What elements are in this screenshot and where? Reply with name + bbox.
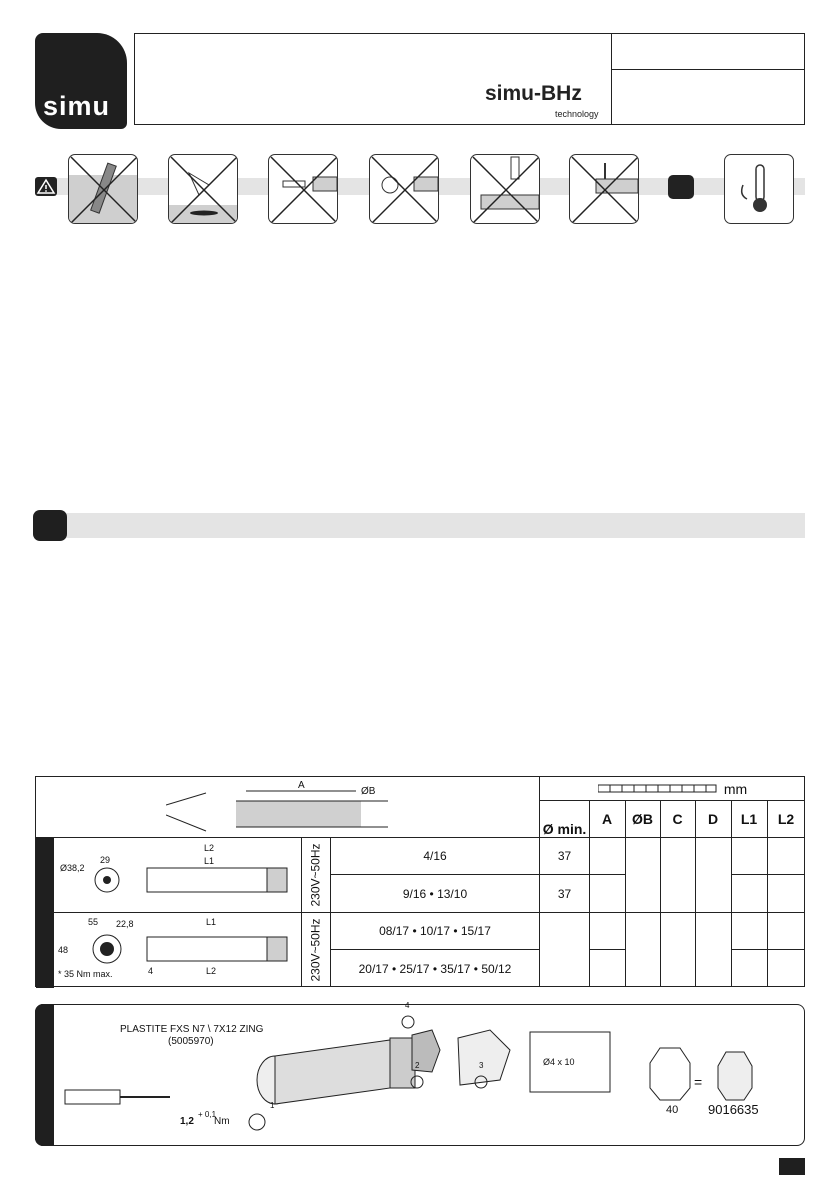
motor-drawing-1 (52, 837, 302, 913)
warning-icon (35, 177, 57, 196)
dim-b-label: ØB (361, 786, 376, 797)
step-4: 4 (405, 1001, 410, 1010)
rivet-size: Ø4 x 10 (543, 1057, 575, 1067)
d4-label: 4 (148, 966, 154, 976)
bhz-name: simu-BHz (485, 82, 582, 105)
no-screw-icon (569, 154, 639, 224)
d29-label: 29 (100, 855, 111, 865)
no-hammer-icon (268, 154, 338, 224)
torque-value: 1,2 (180, 1116, 194, 1127)
voltage-cell-2: 230V~50Hz (301, 912, 331, 987)
d228-label: 22,8 (116, 919, 134, 929)
section-marker (668, 175, 694, 199)
logo-text: simu (43, 91, 111, 121)
row-2-models: 9/16 • 13/10 (330, 874, 540, 913)
tube-diagram (166, 779, 526, 837)
no-drop-icon (168, 154, 238, 224)
row-3-models: 08/17 • 10/17 • 15/17 (330, 912, 540, 950)
torque-unit: Nm (214, 1116, 230, 1127)
step-1: 1 (270, 1101, 275, 1110)
col-C: C (660, 800, 696, 838)
row-1-models: 4/16 (330, 837, 540, 875)
no-drill-icon (470, 154, 540, 224)
col-B: ØB (625, 800, 661, 838)
col-L1: L1 (731, 800, 768, 838)
d382-label: Ø38,2 (60, 863, 85, 873)
screw-ref: (5005970) (168, 1036, 214, 1047)
col-A: A (589, 800, 626, 838)
d48-label: 48 (58, 945, 69, 955)
equals-sign: = (694, 1074, 703, 1090)
section-band (35, 513, 805, 538)
torque-note: * 35 Nm max. (58, 969, 113, 979)
motor-spec-table (35, 776, 805, 987)
col-L2: L2 (767, 800, 805, 838)
l1-label-1: L1 (204, 856, 215, 866)
d55-label: 55 (88, 917, 99, 927)
screw-name: PLASTITE FXS N7 \ 7X12 ZING (120, 1024, 264, 1035)
torque-tolerance: + 0,1 (198, 1110, 217, 1119)
step-2: 2 (415, 1061, 420, 1070)
adapter-ref: 9016635 (708, 1102, 759, 1117)
col-D: D (695, 800, 732, 838)
simu-logo (35, 33, 127, 129)
l1-label-2: L1 (206, 917, 217, 927)
bhz-logo (485, 82, 599, 119)
l2-label-1: L2 (204, 843, 215, 853)
header-box (134, 33, 805, 125)
no-cable-pull-icon (369, 154, 439, 224)
step-3: 3 (479, 1061, 484, 1070)
no-water-icon (68, 154, 138, 224)
dim-a-label: A (298, 780, 305, 791)
voltage-cell-1: 230V~50Hz (301, 837, 331, 913)
adapter-width: 40 (666, 1104, 679, 1116)
dmin-header: Ø min. (539, 800, 590, 838)
row-2-dmin: 37 (539, 874, 590, 913)
section-number-box (33, 510, 67, 541)
bhz-sub: technology (555, 109, 599, 119)
installation-sidebar (35, 1004, 54, 1146)
unit-label: mm (723, 780, 748, 797)
row-4-models: 20/17 • 25/17 • 35/17 • 50/12 (330, 949, 540, 987)
l2-label-2: L2 (206, 966, 217, 976)
page-number-box (779, 1158, 805, 1175)
temperature-icon (724, 154, 794, 224)
ruler-cell (539, 777, 805, 801)
row-1-dmin: 37 (539, 837, 590, 875)
